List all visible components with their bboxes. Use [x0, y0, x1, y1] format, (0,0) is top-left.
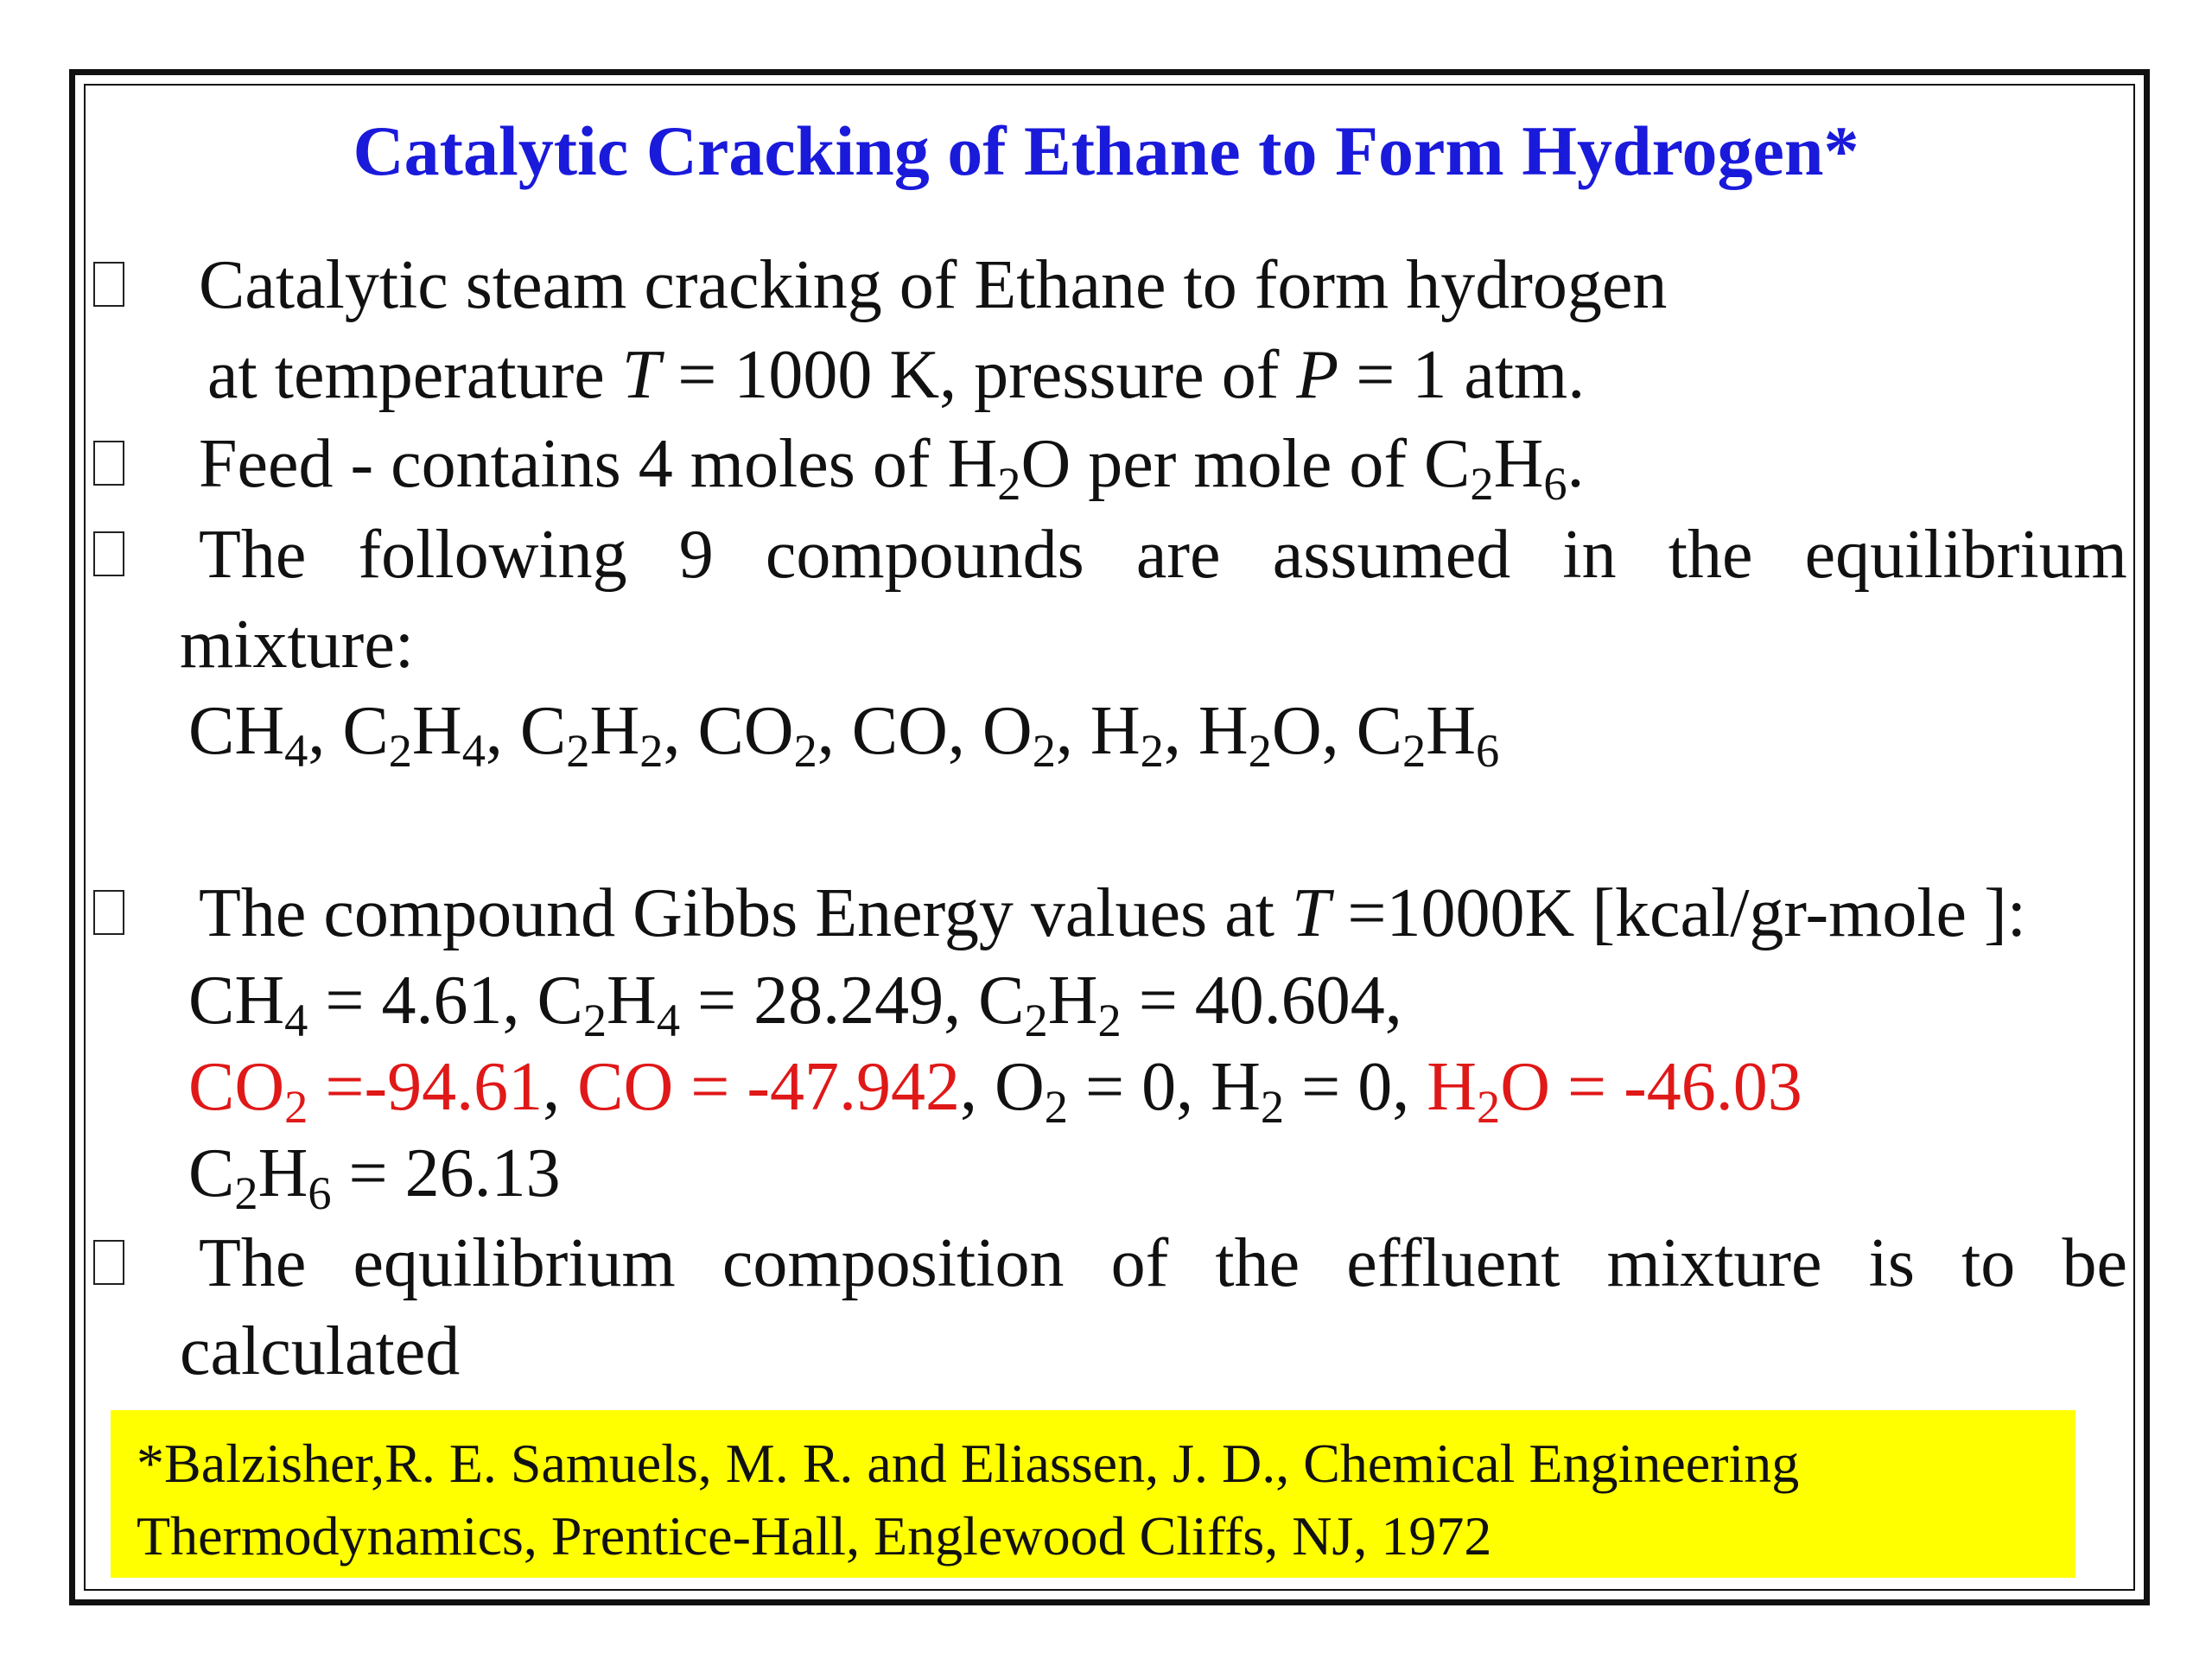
bullet-box-icon [93, 441, 124, 486]
bullet-1-line-1: Catalytic steam cracking of Ethane to form hydrogen [199, 247, 1668, 323]
co-value: CO = -47.942 [577, 1049, 960, 1125]
bullet-1-line-2: at temperature T = 1000 K, pressure of P = 1 atm. [207, 337, 1586, 413]
bullet-3-line-2: mixture: [180, 607, 415, 683]
gibbs-row-1: $CH_4 = 4.61$, $C_2H_4 = 28.249$, $C_2H_2 = 40.604$, [188, 963, 1402, 1047]
bullet-box-icon [93, 531, 124, 576]
bullet-2-feed: Feed - contains 4 moles of $H_2O$ per mole of $C_2H_6$. [199, 426, 1585, 511]
slide-title: Catalytic Cracking of Ethane to Form Hydrogen* [353, 111, 1859, 190]
compound-list: $CH_4$, $C_2H_4$, $C_2H_2$, $CO_2$, CO, $O_2$, $H_2$, $H_2O$, $C_2H_6$ [188, 693, 1500, 778]
h2o-value: $H_2O = -46.03$ [1427, 1049, 1802, 1134]
gibbs-row-3: $C_2H_6 = 26.13$ [188, 1135, 561, 1220]
bullet-5-line-1: The equilibrium composition of the effluent mixture is to be [199, 1225, 2127, 1301]
reference-footnote [111, 1410, 2075, 1578]
bullet-3-line-1: The following 9 compounds are assumed in the equilibrium [199, 517, 2127, 593]
gibbs-row-2: $CO_2 =-94.61$, CO = -47.942, $O_2 = 0$, $H_2 = 0$, $H_2O = -46.03$ [188, 1049, 1802, 1134]
bullet-box-icon [93, 890, 124, 935]
footnote-line-1: *Balzisher,R. E. Samuels, M. R. and Eliassen, J. D., Chemical Engineering [137, 1433, 1800, 1494]
bullet-box-icon [93, 262, 124, 307]
co2-value: $CO_2 =-94.61$ [188, 1049, 543, 1134]
bullet-5-line-2: calculated [180, 1313, 461, 1389]
bullet-box-icon [93, 1240, 124, 1285]
gibbs-intro: The compound Gibbs Energy values at T =1000K [kcal/gr-mole ]: [199, 875, 2026, 951]
footnote-line-2: Thermodynamics, Prentice-Hall, Englewood Cliffs, NJ, 1972 [137, 1505, 1492, 1567]
